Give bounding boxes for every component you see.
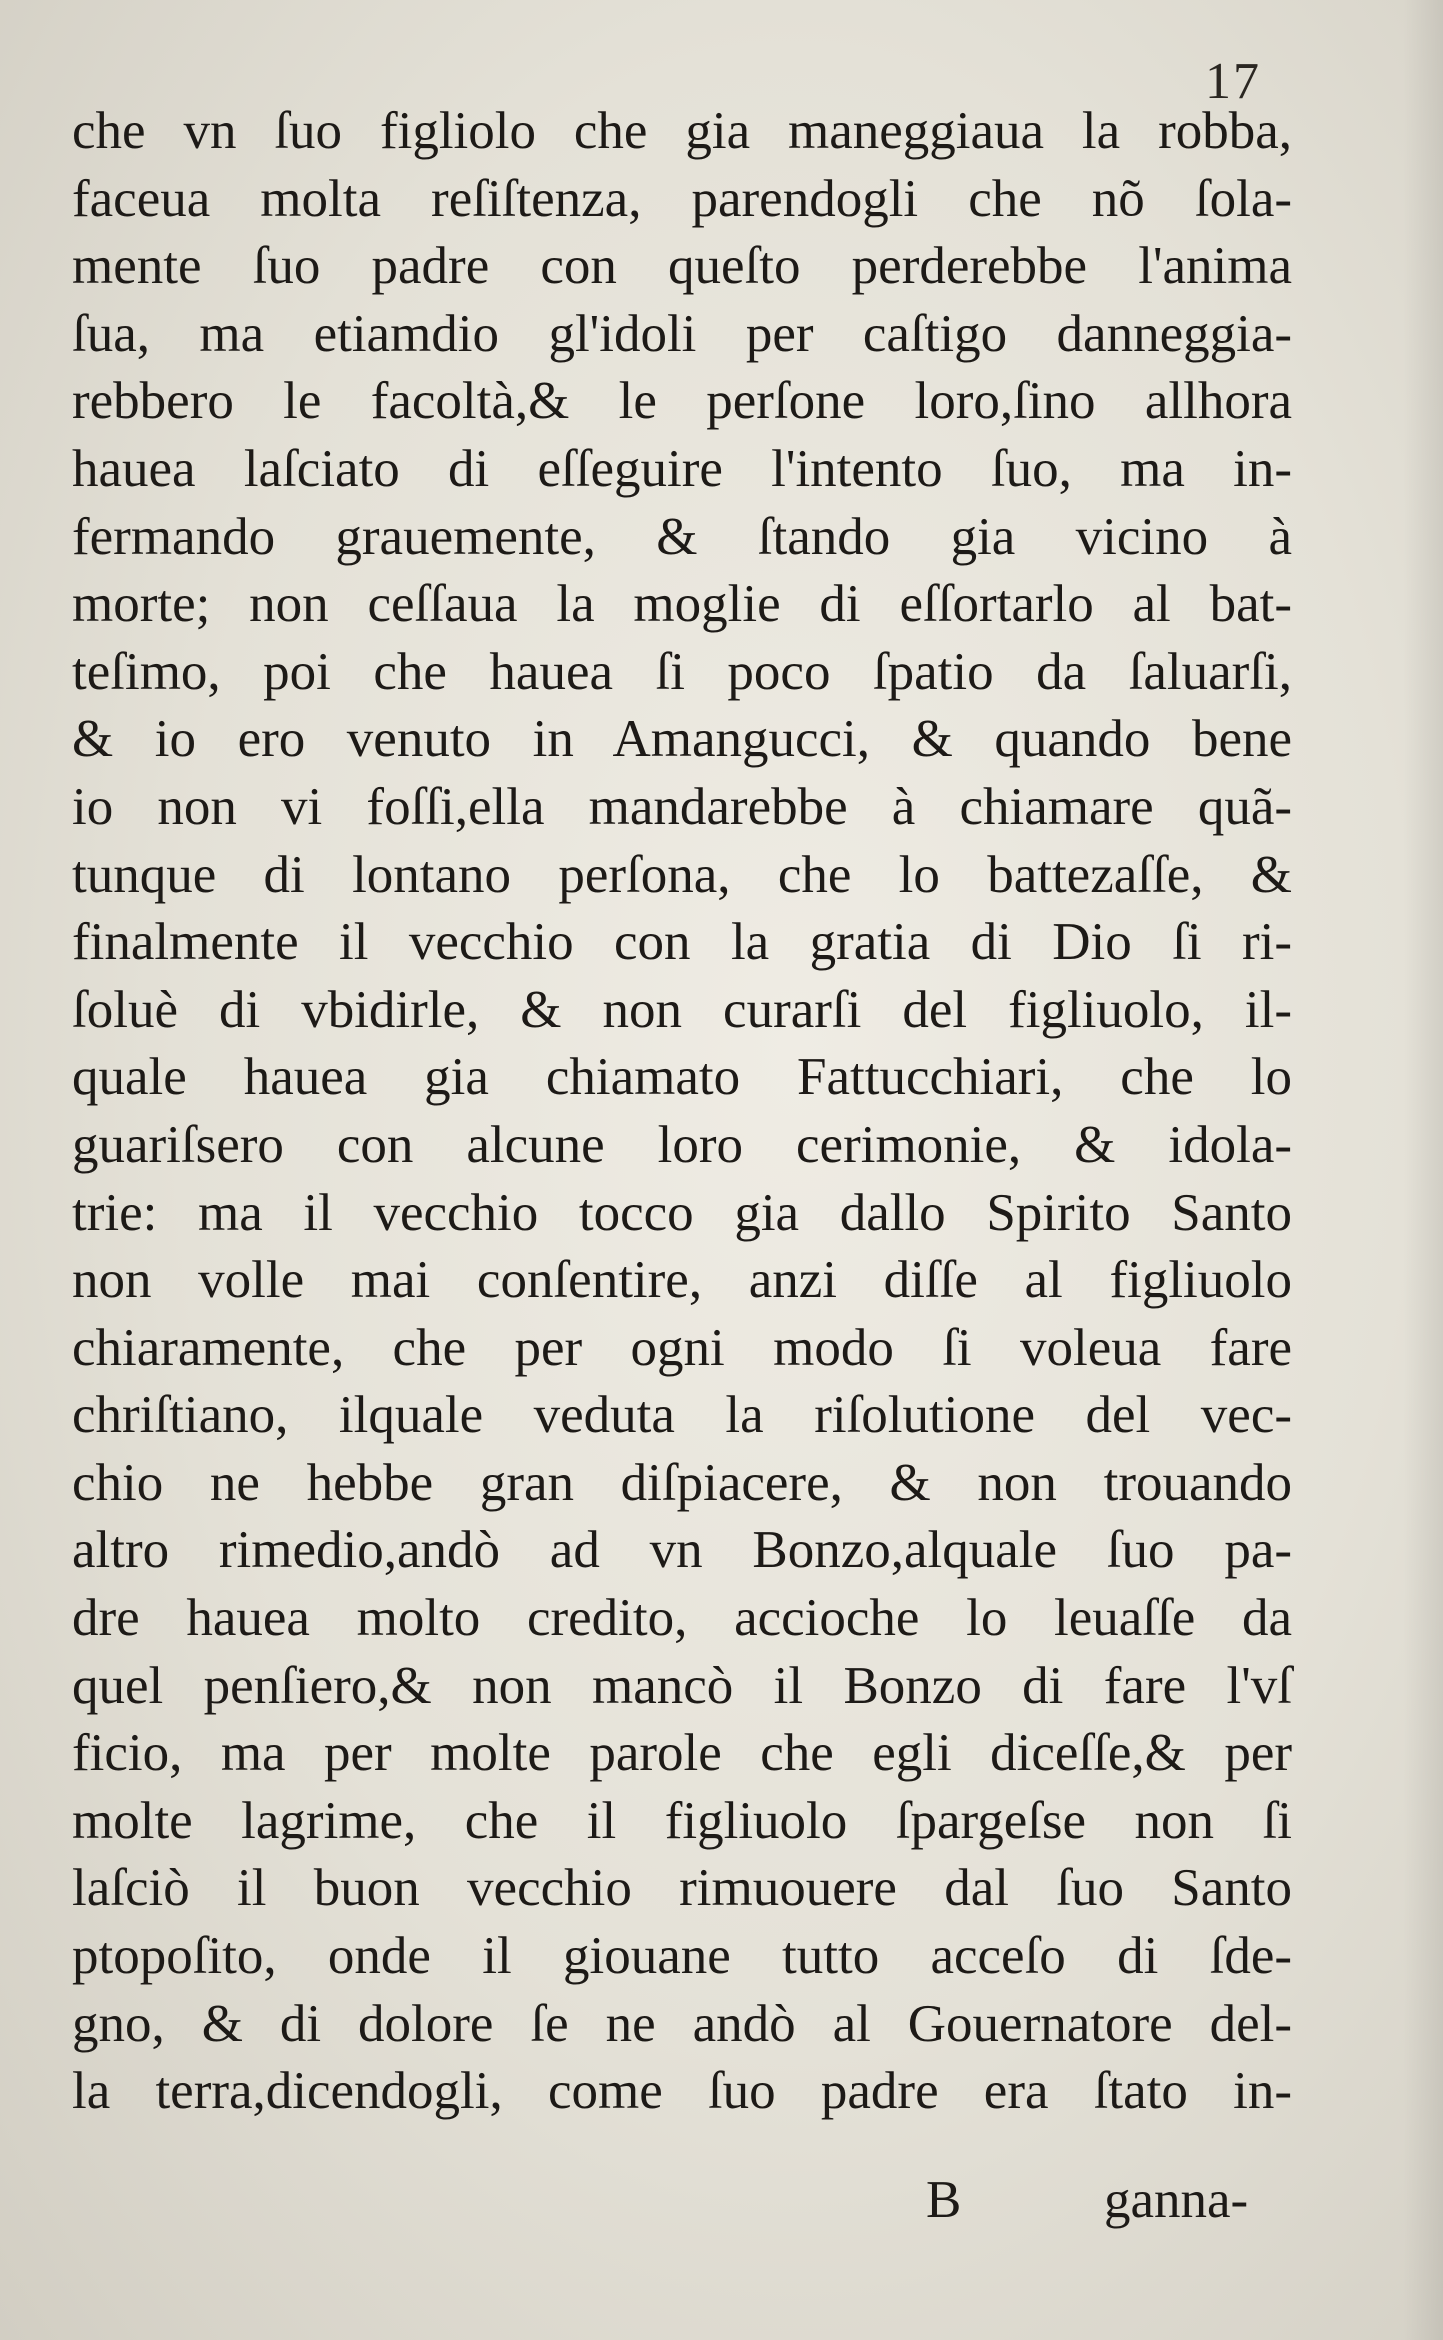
text-line: chio ne hebbe gran diſpiacere, & non trouando bbox=[72, 1453, 1292, 1512]
text-line: chiaramente, che per ogni modo ſi voleua fare bbox=[72, 1318, 1292, 1377]
catchword: ganna- bbox=[1104, 2171, 1249, 2229]
text-line: gno, & di dolore ſe ne andò al Gouernatore del- bbox=[72, 1994, 1292, 2053]
text-line: guariſsero con alcune loro cerimonie, & idola- bbox=[72, 1115, 1292, 1174]
text-line: quale hauea gia chiamato Fattucchiari, che lo bbox=[72, 1048, 1292, 1107]
text-line: rebbero le facoltà,& le perſone loro,ſino allhora bbox=[72, 372, 1292, 431]
signature-mark: B bbox=[926, 2171, 962, 2229]
text-line: io non vi foſſi,ella mandarebbe à chiamare quã- bbox=[72, 777, 1292, 836]
text-line: hauea laſciato di eſſeguire l'intento ſuo, ma in- bbox=[72, 439, 1292, 498]
page-edge-shadow bbox=[1403, 0, 1443, 2340]
text-line: molte lagrime, che il figliuolo ſpargeſse non ſi bbox=[72, 1791, 1292, 1850]
text-line: ſua, ma etiamdio gl'idoli per caſtigo danneggia- bbox=[72, 304, 1292, 363]
text-line: tunque di lontano perſona, che lo battezaſſe, & bbox=[72, 845, 1292, 904]
text-line: non volle mai conſentire, anzi diſſe al figliuolo bbox=[72, 1251, 1292, 1310]
text-line: altro rimedio,andò ad vn Bonzo,alquale ſuo pa- bbox=[72, 1521, 1292, 1580]
text-line: trie: ma il vecchio tocco gia dallo Spirito Santo bbox=[72, 1183, 1292, 1242]
text-line: la terra,dicendogli, come ſuo padre era ſtato in- bbox=[72, 2062, 1292, 2121]
text-line: teſimo, poi che hauea ſi poco ſpatio da ſaluarſi, bbox=[72, 642, 1292, 701]
text-line: chriſtiano, ilquale veduta la riſolutione del vec- bbox=[72, 1386, 1292, 1445]
text-line: mente ſuo padre con queſto perderebbe l'anima bbox=[72, 237, 1292, 296]
text-line: ſoluè di vbidirle, & non curarſi del figliuolo, il- bbox=[72, 980, 1292, 1039]
text-line: faceua molta reſiſtenza, parendogli che nõ ſola- bbox=[72, 169, 1292, 228]
text-line: morte; non ceſſaua la moglie di eſſortarlo al bat- bbox=[72, 575, 1292, 634]
text-line: ptopoſito, onde il giouane tutto acceſo di ſde- bbox=[72, 1927, 1292, 1986]
page-number: 17 bbox=[1205, 53, 1261, 110]
text-line: quel penſiero,& non mancò il Bonzo di fare l'vſ bbox=[72, 1656, 1292, 1715]
page-footer bbox=[0, 2170, 1443, 2240]
text-line: fermando grauemente, & ſtando gia vicino à bbox=[72, 507, 1292, 566]
text-line: che vn ſuo figliolo che gia maneggiaua la robba, bbox=[72, 102, 1292, 160]
text-line: finalmente il vecchio con la gratia di Dio ſi ri- bbox=[72, 913, 1292, 972]
text-line: & io ero venuto in Amangucci, & quando bene bbox=[72, 710, 1292, 769]
text-line: laſciò il buon vecchio rimuouere dal ſuo Santo bbox=[72, 1859, 1292, 1918]
body-text bbox=[72, 98, 1292, 2126]
text-line: dre hauea molto credito, accioche lo leuaſſe da bbox=[72, 1589, 1292, 1648]
text-line: ficio, ma per molte parole che egli diceſſe,& per bbox=[72, 1724, 1292, 1783]
